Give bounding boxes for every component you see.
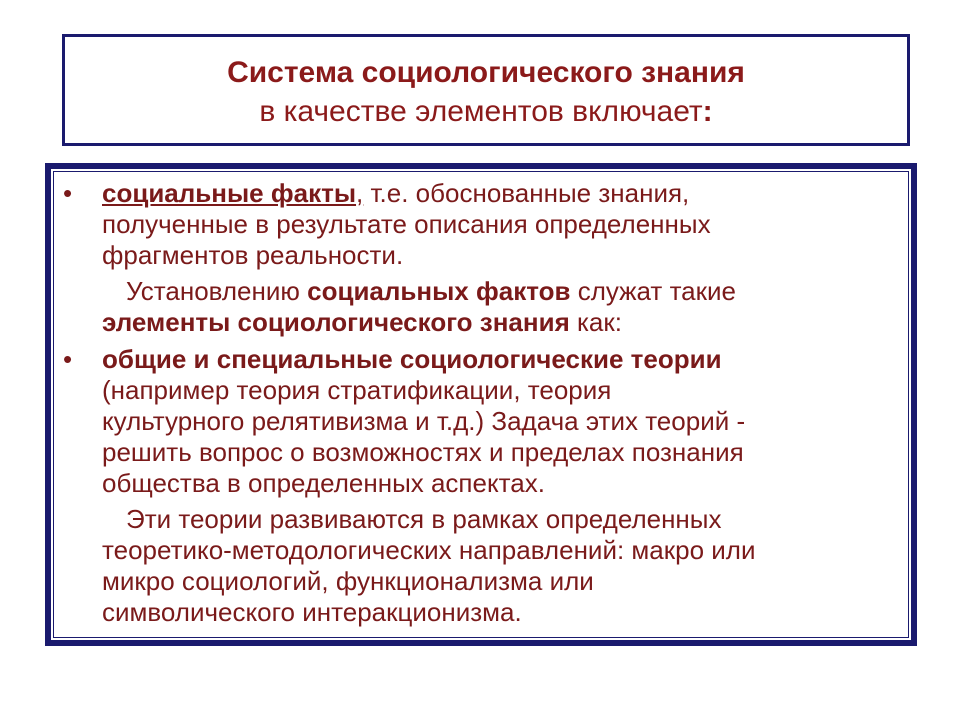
term-elements: элементы социологического знания: [102, 307, 570, 337]
text-line: [102, 276, 912, 307]
content-frame: [45, 163, 917, 646]
bullet-icon: •: [63, 178, 73, 208]
text-line: полученные в результате описания определенных: [102, 209, 711, 239]
slide-title: Система социологического знания: [227, 56, 745, 89]
paragraph-text: [102, 504, 912, 628]
text-line: решить вопрос о возможностях и пределах познания: [102, 437, 744, 467]
subtitle-colon: :: [702, 95, 713, 128]
term-comma: ,: [356, 178, 364, 208]
content-panel: [49, 167, 913, 642]
title-box: [62, 34, 910, 146]
paragraph-text: [102, 276, 912, 338]
slide-subtitle: [65, 95, 907, 129]
term-social-facts: социальные факты: [102, 178, 357, 208]
text-line: фрагментов реальности.: [102, 240, 404, 270]
text-line: [102, 178, 912, 209]
text-line: символического интеракционизма.: [102, 597, 522, 627]
text-fragment: служат такие: [570, 276, 737, 306]
text-line: (например теория стратификации, теория: [102, 375, 612, 405]
content-inner-border: [53, 171, 909, 638]
term-theories: общие и специальные социологические теории: [102, 344, 722, 374]
term-social-facts-gen: социальных фактов: [307, 276, 571, 306]
list-item-text: [102, 344, 912, 499]
text-line: Эти теории развиваются в рамках определенных: [126, 504, 722, 534]
subtitle-text: в качестве элементов включает: [259, 95, 703, 128]
text-line: общества в определенных аспектах.: [102, 468, 545, 498]
text-line: культурного релятивизма и т.д.) Задача этих теорий -: [102, 406, 746, 436]
text-fragment: т.е. обоснованные знания,: [363, 178, 690, 208]
text-fragment: как:: [569, 307, 622, 337]
list-item-text: [102, 178, 912, 271]
text-line: теоретико-методологических направлений: макро или: [102, 535, 756, 565]
text-line: [102, 307, 912, 338]
text-line: микро социологий, функционализма или: [102, 566, 594, 596]
bullet-icon: •: [63, 344, 73, 374]
text-fragment: Установлению: [126, 276, 308, 306]
